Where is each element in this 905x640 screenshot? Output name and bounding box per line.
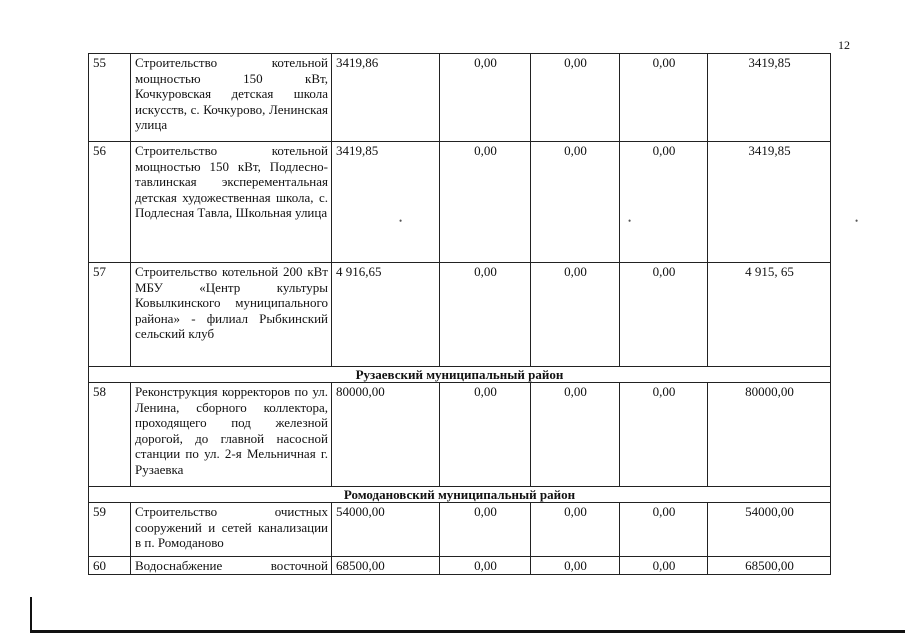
- row-value-total: 4 916,65: [332, 263, 440, 367]
- table-row: [89, 54, 831, 142]
- scan-speck: •: [855, 216, 859, 226]
- row-value-other: 4 915, 65: [708, 263, 831, 367]
- row-value-federal: 0,00: [440, 503, 531, 557]
- table-row: [89, 503, 831, 557]
- row-number: 58: [89, 383, 131, 487]
- section-header-row: [89, 487, 831, 503]
- row-value-local: 0,00: [620, 54, 708, 142]
- table-row: [89, 383, 831, 487]
- row-value-total: 54000,00: [332, 503, 440, 557]
- row-value-federal: 0,00: [440, 142, 531, 263]
- scan-speck: •: [399, 216, 403, 226]
- row-number: 60: [89, 557, 131, 575]
- row-value-federal: 0,00: [440, 54, 531, 142]
- row-value-total: 68500,00: [332, 557, 440, 575]
- row-value-other: 68500,00: [708, 557, 831, 575]
- row-description: Реконструкция корректоров по ул. Ленина, сборного коллектора, проходящего под железной дорогой, до главной насосной станции по ул. 2-я Мельничная г. Рузаевка: [131, 383, 332, 487]
- row-value-regional: 0,00: [531, 383, 620, 487]
- row-value-regional: 0,00: [531, 142, 620, 263]
- row-description: Строительство очистных сооружений и сетей канализации в п. Ромоданово: [131, 503, 332, 557]
- row-value-total: 3419,85: [332, 142, 440, 263]
- row-value-other: 3419,85: [708, 142, 831, 263]
- row-value-regional: 0,00: [531, 54, 620, 142]
- row-value-other: 3419,85: [708, 54, 831, 142]
- row-value-local: 0,00: [620, 503, 708, 557]
- row-value-local: 0,00: [620, 557, 708, 575]
- row-number: 55: [89, 54, 131, 142]
- row-number: 57: [89, 263, 131, 367]
- row-value-federal: 0,00: [440, 557, 531, 575]
- scan-speck: •: [628, 216, 632, 226]
- row-description: Строительство котельной 200 кВт МБУ «Центр культуры Ковылкинского муниципального района» - филиал Рыбкинский сельский клуб: [131, 263, 332, 367]
- row-value-local: 0,00: [620, 383, 708, 487]
- row-value-regional: 0,00: [531, 263, 620, 367]
- row-value-federal: 0,00: [440, 263, 531, 367]
- scan-border-left: [30, 597, 32, 633]
- section-title: Рузаевский муниципальный район: [89, 367, 831, 383]
- table-row: [89, 557, 831, 575]
- row-value-federal: 0,00: [440, 383, 531, 487]
- row-value-other: 54000,00: [708, 503, 831, 557]
- row-value-local: 0,00: [620, 142, 708, 263]
- row-value-regional: 0,00: [531, 557, 620, 575]
- row-value-total: 80000,00: [332, 383, 440, 487]
- table-row: [89, 263, 831, 367]
- page-number: 12: [838, 38, 850, 52]
- row-number: 59: [89, 503, 131, 557]
- row-number: 56: [89, 142, 131, 263]
- section-title: Ромодановский муниципальный район: [89, 487, 831, 503]
- row-description: Строительство котельной мощностью 150 кВт, Кочкуровская детская школа искусств, с. Кочкурово, Ленинская улица: [131, 54, 332, 142]
- row-description: Водоснабжение восточной: [131, 557, 332, 575]
- row-description: Строительство котельной мощностью 150 кВт, Подлесно-тавлинская эксперементальная детская художественная школа, с. Подлесная Тавла, Школьная улица: [131, 142, 332, 263]
- row-value-total: 3419,86: [332, 54, 440, 142]
- section-header-row: [89, 367, 831, 383]
- table-row: [89, 142, 831, 263]
- row-value-other: 80000,00: [708, 383, 831, 487]
- row-value-regional: 0,00: [531, 503, 620, 557]
- budget-table: [88, 53, 831, 575]
- row-value-local: 0,00: [620, 263, 708, 367]
- scan-border-bottom: [30, 630, 905, 633]
